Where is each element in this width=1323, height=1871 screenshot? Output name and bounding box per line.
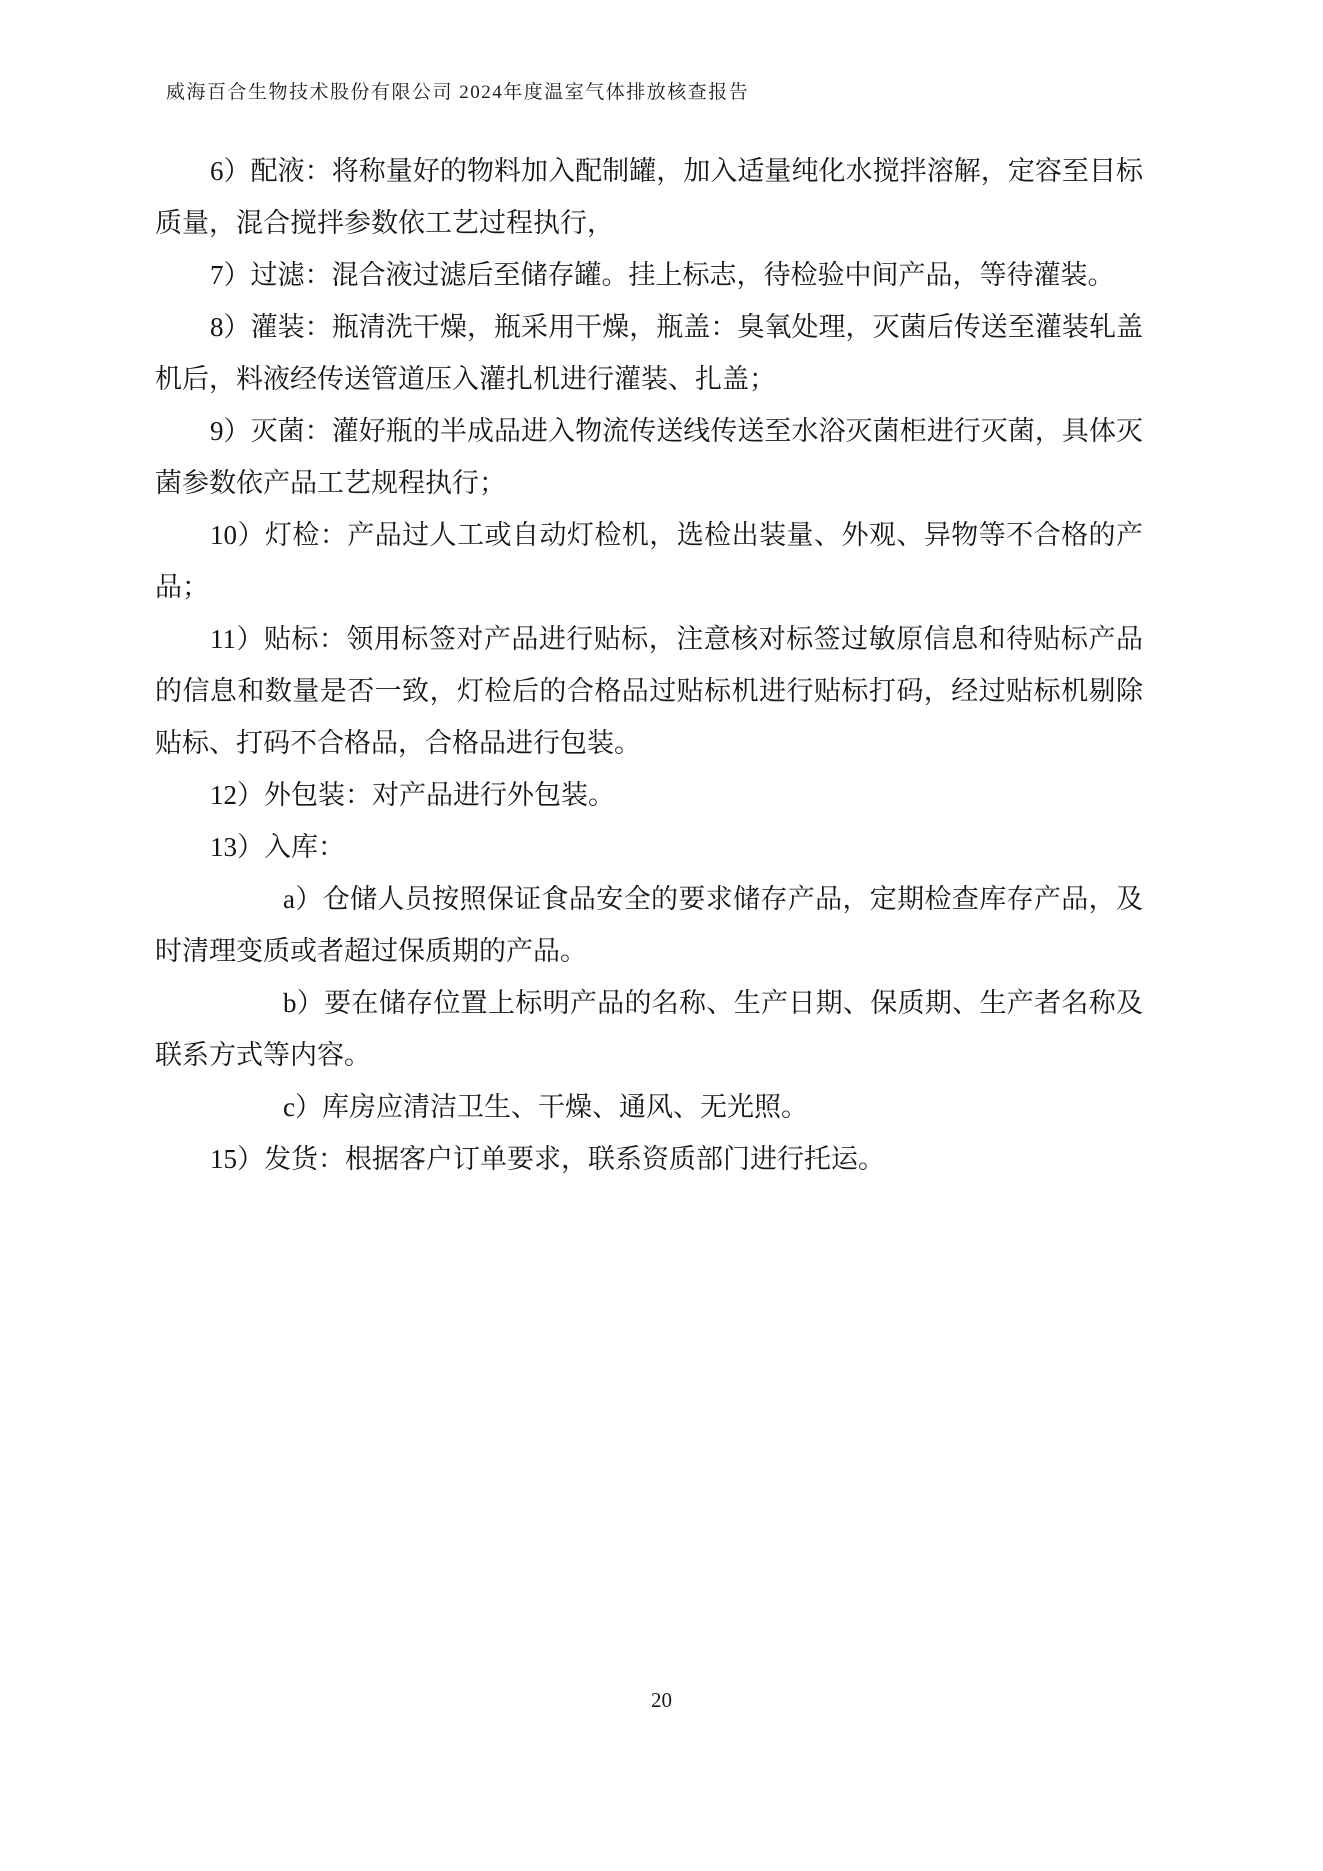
storage-rule-c: c）库房应清洁卫生、干燥、通风、无光照。 <box>283 1092 808 1122</box>
process-step-7: 7）过滤：混合液过滤后至储存罐。挂上标志，待检验中间产品，等待灌装。 <box>210 260 1115 290</box>
process-step-13: 13）入库： <box>210 832 345 862</box>
page-header: 威海百合生物技术股份有限公司 2024年度温室气体排放核查报告 <box>166 82 750 103</box>
storage-rule-a: a）仓储人员按照保证食品安全的要求储存产品，定期检查库存产品，及时清理变质或者超过保质期的产品。 <box>155 884 1143 966</box>
process-step-6: 6）配液：将称量好的物料加入配制罐，加入适量纯化水搅拌溶解，定容至目标质量，混合搅拌参数依工艺过程执行， <box>155 156 1143 238</box>
process-step-9: 9）灭菌：灌好瓶的半成品进入物流传送线传送至水浴灭菌柜进行灭菌，具体灭菌参数依产品工艺规程执行； <box>155 416 1143 498</box>
storage-rule-b: b）要在储存位置上标明产品的名称、生产日期、保质期、生产者名称及联系方式等内容。 <box>155 988 1143 1070</box>
process-step-12: 12）外包装：对产品进行外包装。 <box>210 780 615 810</box>
process-step-15: 15）发货：根据客户订单要求，联系资质部门进行托运。 <box>210 1144 885 1174</box>
process-step-10: 10）灯检：产品过人工或自动灯检机，选检出装量、外观、异物等不合格的产品； <box>155 520 1143 602</box>
document-body <box>155 145 1143 1185</box>
page-number: 20 <box>651 1688 672 1712</box>
process-step-8: 8）灌装：瓶清洗干燥，瓶采用干燥，瓶盖：臭氧处理，灭菌后传送至灌装轧盖机后，料液经传送管道压入灌扎机进行灌装、扎盖； <box>155 312 1143 394</box>
process-step-11: 11）贴标：领用标签对产品进行贴标，注意核对标签过敏原信息和待贴标产品的信息和数量是否一致，灯检后的合格品过贴标机进行贴标打码，经过贴标机剔除贴标、打码不合格品，合格品进行包装。 <box>155 624 1143 758</box>
